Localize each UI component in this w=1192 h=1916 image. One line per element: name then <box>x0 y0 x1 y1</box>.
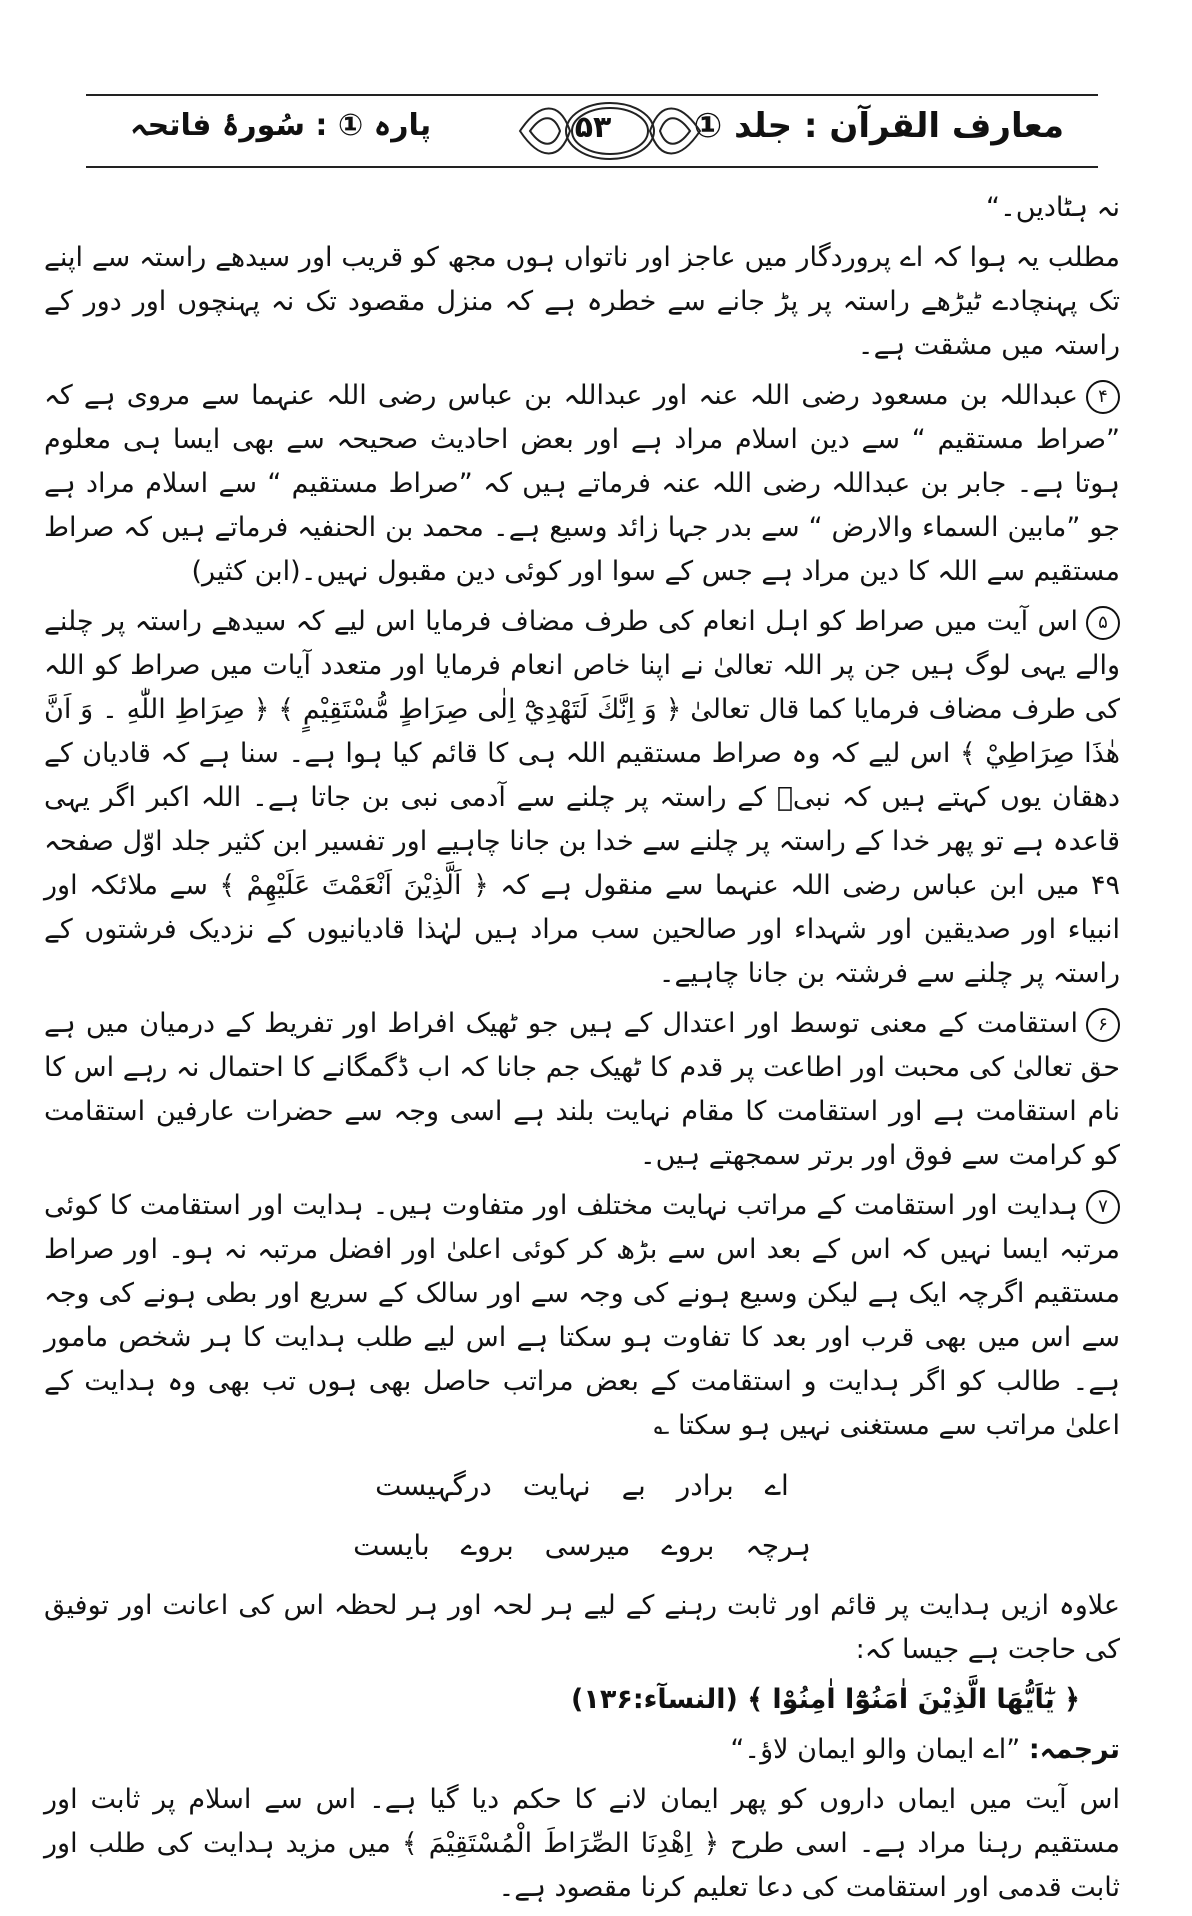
numbered-item <box>44 374 1120 594</box>
poetry-line: اے برادر بے نہایت درگہیست <box>375 1469 789 1502</box>
item-number: ۴ <box>1086 380 1120 414</box>
poetry <box>44 1464 1120 1568</box>
item-text: عبداللہ بن مسعود رضی اللہ عنہ اور عبداللہ بن عباس رضی اللہ عنہما سے مروی ہے کہ ”صراط مستقیم “ سے دین اسلام مراد ہے اور بعض احادیث صحیحہ سے بھی ایسا ہی معلوم ہوتا ہے۔ جابر بن عبداللہ رضی اللہ عنہ فرماتے ہیں کہ ”صراط مستقیم “ سے اسلام مراد ہے جو ”مابین السماء والارض “ سے بدر جہا زائد وسیع ہے۔ محمد بن الحنفیہ فرماتے ہیں کہ صراط مستقیم سے اللہ کا دین مراد ہے جس کے سوا اور کوئی دین مقبول نہیں۔(ابن کثیر) <box>44 380 1120 587</box>
section-label: پارہ ① : سُورۂ فاتحہ <box>130 108 432 143</box>
numbered-item <box>44 1184 1120 1448</box>
poetry-line: ہرچہ بروے میرسی بروے بایست <box>353 1529 811 1562</box>
translation-text: ”اے ایمان والو ایمان لاؤ۔“ <box>730 1734 1021 1765</box>
paragraph: علاوہ ازیں ہدایت پر قائم اور ثابت رہنے کے لیے ہر لحہ اور ہر لحظہ اس کی اعانت اور توفیق کی حاجت ہے جیسا کہ: <box>44 1590 1120 1665</box>
paragraph: مطلب یہ ہوا کہ اے پروردگار میں عاجز اور ناتواں ہوں مجھ کو قریب اور سیدھے راستہ سے اپنے تک پہنچادے ٹیڑھے راستہ پر پڑ جانے سے خطرہ ہے کہ منزل مقصود تک نہ پہنچوں اور دور کے راستہ میں مشقت ہے۔ <box>44 242 1120 361</box>
item-number: ۷ <box>1086 1190 1120 1224</box>
quran-verse: ﴿ يٰٓاَيُّهَا الَّذِيْنَ اٰمَنُوْٓا اٰمِنُوْا ﴾ (النسآء:۱۳۶) <box>571 1684 1080 1715</box>
translation <box>44 1728 1120 1772</box>
item-number: ۶ <box>1086 1008 1120 1042</box>
numbered-item <box>44 600 1120 996</box>
item-number: ۵ <box>1086 606 1120 640</box>
item-text: ہدایت اور استقامت کے مراتب نہایت مختلف اور متفاوت ہیں۔ ہدایت اور استقامت کا کوئی مرتبہ ایسا نہیں کہ اس کے بعد اس سے بڑھ کر کوئی اعلیٰ اور افضل مرتبہ نہ ہو۔ اور صراط مستقیم اگرچہ ایک ہے لیکن وسیع ہونے کی وجہ سے اور سالک کے سریع اور بطی ہونے کی وجہ سے اس میں بھی قرب اور بعد کا تفاوت ہو سکتا ہے اس لیے طلب ہدایت کا ہر شخص مامور ہے۔ طالب کو اگر ہدایت و استقامت کے بعض مراتب حاصل بھی ہوں تب بھی وہ ہدایت کے اعلیٰ مراتب سے مستغنی نہیں ہو سکتا ؎ <box>44 1190 1120 1441</box>
paragraph: اس آیت میں ایماں داروں کو پھر ایمان لانے کا حکم دیا گیا ہے۔ اس سے اسلام پر ثابت اور مستقیم رہنا مراد ہے۔ اسی طرح ﴿ اِهْدِنَا الصِّرَاطَ الْمُسْتَقِيْمَ ﴾ میں مزید ہدایت کی طلب اور ثابت قدمی اور استقامت کی دعا تعلیم کرنا مقصود ہے۔ <box>44 1784 1120 1903</box>
paragraph: نہ ہٹادیں۔“ <box>985 192 1120 223</box>
translation-label: ترجمہ: <box>1028 1734 1120 1765</box>
book-title: معارف القرآن : جلد ① <box>693 106 1064 146</box>
numbered-item <box>44 1002 1120 1178</box>
item-text: اس آیت میں صراط کو اہل انعام کی طرف مضاف فرمایا اس لیے کہ سیدھے راستہ پر چلنے والے یہی لوگ ہیں جن پر اللہ تعالیٰ نے اپنا خاص انعام فرمایا اور متعدد آیات میں صراط کو اللہ کی طرف مضاف فرمایا کما قال تعالیٰ ﴿ وَ اِنَّكَ لَتَهْدِيْٓ اِلٰى صِرَاطٍ مُّسْتَقِيْمٍ ﴾ ﴿ صِرَاطِ اللّٰهِ ۔ وَ اَنَّ هٰذَا صِرَاطِيْ ﴾ اس لیے کہ وہ صراط مستقیم اللہ ہی کا قائم کیا ہوا ہے۔ سنا ہے کہ قادیان کے دھقان یوں کہتے ہیں کہ نبیؐ کے راستہ پر چلنے سے آدمی نبی بن جاتا ہے۔ اللہ اکبر اگر یہی قاعدہ ہے تو پھر خدا کے راستہ پر چلنے سے خدا بن جانا چاہیے اور تفسیر ابن کثیر جلد اوّل صفحہ ۴۹ میں ابن عباس رضی اللہ عنہما سے منقول ہے کہ ﴿ اَلَّذِيْنَ اَنْعَمْتَ عَلَيْهِمْ ﴾ سے ملائکہ اور انبیاء اور صدیقین اور شہداء اور صالحین سب مراد ہیں لہٰذا قادیانیوں کے نزدیک فرشتوں کے راستہ پر چلنے سے فرشتہ بن جانا چاہیے۔ <box>44 606 1120 989</box>
item-text: استقامت کے معنی توسط اور اعتدال کے ہیں جو ٹھیک افراط اور تفریط کے درمیان میں ہے حق تعالیٰ کی محبت اور اطاعت پر قدم کا ٹھیک جم جانا کہ اب ڈگمگانے کا احتمال نہ رہے اس کا نام استقامت ہے اور استقامت کا مقام نہایت بلند ہے اسی وجہ سے حضرات عارفین استقامت کو کرامت سے فوق اور برتر سمجھتے ہیں۔ <box>44 1008 1120 1171</box>
page-number: ۵۳ <box>574 110 612 145</box>
main-text <box>44 186 1120 1916</box>
